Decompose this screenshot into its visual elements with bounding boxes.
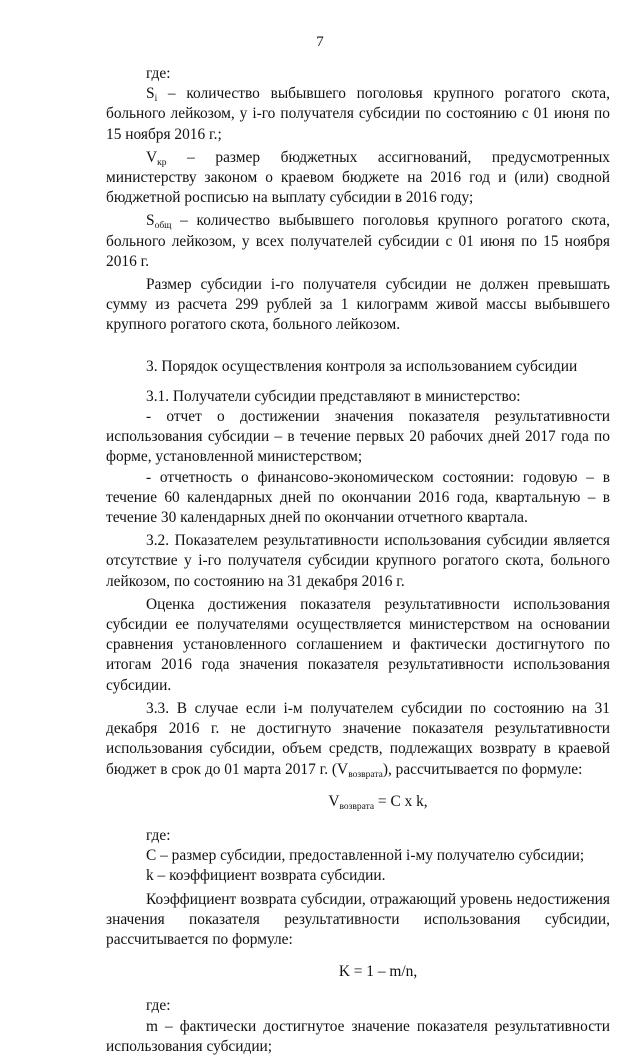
page-number: 7 (316, 34, 324, 50)
clause-text: 3.3. В случае если i-м получателем субсидии по состоянию на 31 декабря 2016 г. не достигнуто значение показателя результативности использования субсидии, объем средств, подлежащих возврату в краевой бюджет в срок до 01 марта 2017 г. (V (106, 699, 610, 778)
assessment-paragraph: Оценка достижения показателя результативности использования субсидии ее получателями осуществляется министерством на основании сравнения установленного соглашением и фактически достигнутого по итогам 2016 года значения показателя результативности использования субсидии. (106, 595, 610, 694)
clause-3-2: 3.2. Показателем результативности использования субсидии является отсутствие у i-го получателя субсидии крупного рогатого скота, больного лейкозом, по состоянию на 31 декабря 2016 г. (106, 532, 610, 590)
section-3-title: 3. Порядок осуществления контроля за использованием субсидии (146, 357, 578, 375)
subsidy-limit-paragraph: Размер субсидии i-го получателя субсидии не должен превышать сумму из расчета 299 рублей за 1 килограмм живой массы выбывшего крупного рогатого скота, больного лейкозом. (106, 276, 610, 334)
formula-k: K = 1 – m/n, (338, 963, 418, 981)
subscript-kr: кр (157, 157, 167, 168)
clause-text: ), рассчитывается по формуле: (382, 760, 583, 778)
subscript-obsh: общ (154, 221, 172, 232)
symbol-s: S (146, 212, 155, 230)
where-label: где: (146, 997, 171, 1015)
definition-text: – количество выбывшего поголовья крупного рогатого скота, больного лейкозом, у i-го получателя субсидии по состоянию с 01 июня по 15 ноября 2016 г.; (106, 85, 610, 143)
coefficient-paragraph: Коэффициент возврата субсидии, отражающий уровень недостижения значения показателя результативности использования субсидии, рассчитывается по формуле: (106, 890, 610, 948)
symbol-v: V (146, 148, 158, 166)
definition-s-i (106, 84, 610, 145)
definition-m: m – фактически достигнутое значение показателя результативности использования субсидии; (106, 1017, 610, 1055)
definition-text: – размер бюджетных ассигнований, предусмотренных министерству законом о краевом бюджете на 2016 год и (или) сводной бюджетной росписью на выплату субсидии в 2016 году; (106, 148, 610, 207)
document-body (106, 64, 610, 1057)
definition-s-obsh (106, 211, 610, 272)
subscript-i: i (154, 94, 158, 105)
definition-text: – количество выбывшего поголовья крупного рогатого скота, больного лейкозом, у всех получателей субсидии с 01 июня по 15 ноября 2016 г. (106, 212, 610, 270)
where-label: где: (146, 65, 171, 82)
clause-3-1-bullet-financial: - отчетность о финансово-экономическом состоянии: годовую – в течение 60 календарных дней по окончании 2016 года, квартальную – в течение 30 календарных дней по окончании отчетного квартала. (106, 468, 610, 527)
clause-3-1-bullet-report: - отчет о достижении значения показателя результативности использования субсидии – в течение первых 20 рабочих дней 2017 года по форме, установленной министерством; (106, 408, 610, 466)
clause-3-1: 3.1. Получатели субсидии представляют в министерство: (146, 387, 521, 405)
where-label: где: (146, 826, 171, 844)
definition-c: С – размер субсидии, предоставленной i-му получателю субсидии; (146, 847, 585, 865)
subscript-vozvrata: возврата (348, 769, 383, 780)
formula-v-return (106, 792, 610, 812)
symbol-v: V (328, 792, 340, 810)
clause-3-3 (106, 699, 610, 780)
symbol-s: S (146, 85, 155, 103)
definition-v-kr (106, 148, 610, 209)
formula-text: = C x k, (374, 792, 428, 810)
definition-k: k – коэффициент возврата субсидии. (146, 867, 386, 885)
subscript-vozvrata: возврата (339, 801, 375, 812)
